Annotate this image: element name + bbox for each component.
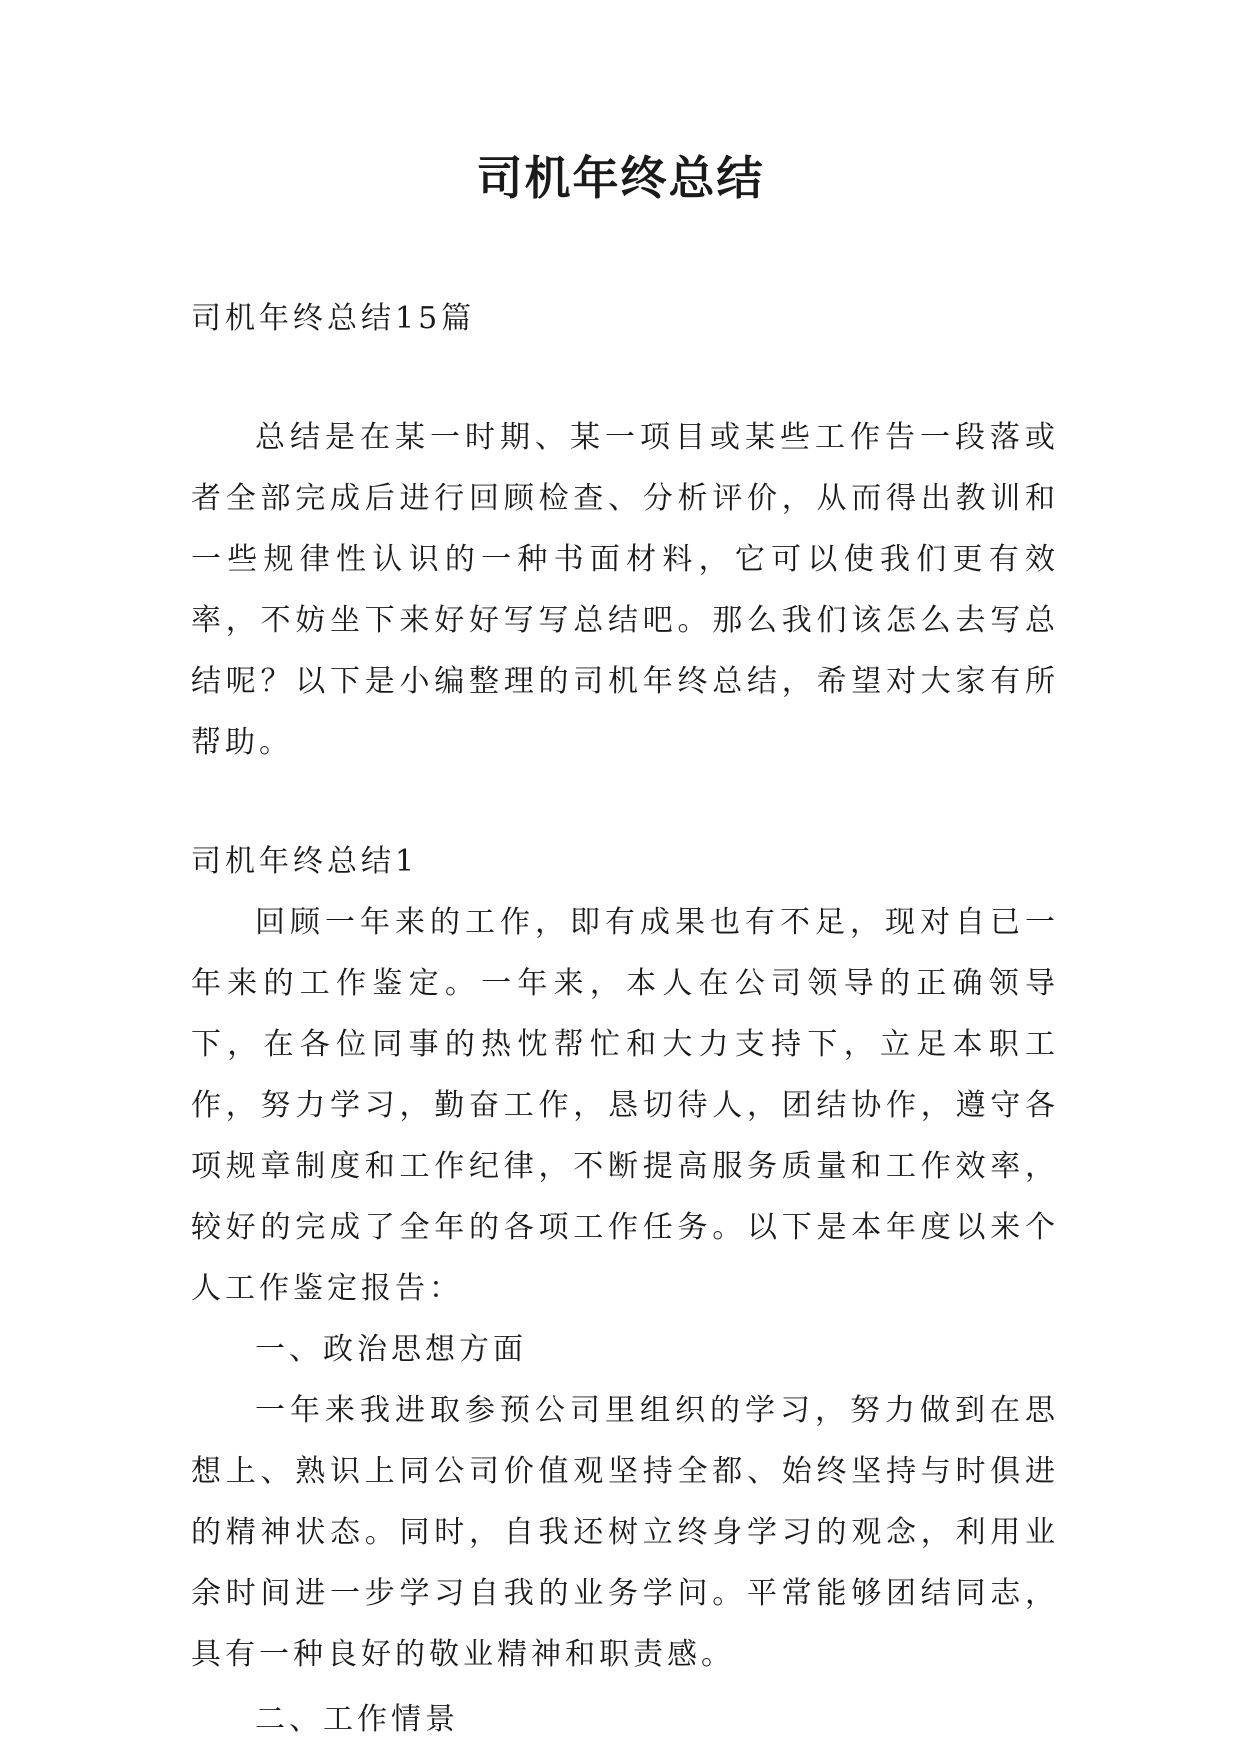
heading-work: 二、工作情景 xyxy=(255,1702,459,1737)
heading-politics: 一、政治思想方面 xyxy=(255,1332,527,1367)
document-subtitle: 司机年终总结15篇 xyxy=(191,301,476,336)
document-body xyxy=(191,288,1059,1750)
paragraph-2: 一年来我进取参预公司里组织的学习，努力做到在思想上、熟识上同公司价值观坚持全都、始终坚持与时俱进的精神状态。同时，自我还树立终身学习的观念，利用业余时间进一步学习自我的业务学问。平常能够团结同志，具有一种良好的敬业精神和职责感。 xyxy=(191,1393,1059,1672)
document-title: 司机年终总结 xyxy=(476,151,765,205)
intro-paragraph: 总结是在某一时期、某一项目或某些工作告一段落或者全部完成后进行回顾检查、分析评价，从而得出教训和一些规律性认识的一种书面材料，它可以使我们更有效率，不妨坐下来好好写写总结吧。那么我们该怎么去写总结呢？以下是小编整理的司机年终总结，希望对大家有所帮助。 xyxy=(191,420,1059,760)
section-title: 司机年终总结1 xyxy=(191,844,419,879)
paragraph-1: 回顾一年来的工作，即有成果也有不足，现对自已一年来的工作鉴定。一年来，本人在公司领导的正确领导下，在各位同事的热忱帮忙和大力支持下，立足本职工作，努力学习，勤奋工作，恳切待人，团结协作，遵守各项规章制度和工作纪律，不断提高服务质量和工作效率，较好的完成了全年的各项工作任务。以下是本年度以来个人工作鉴定报告： xyxy=(191,905,1059,1306)
